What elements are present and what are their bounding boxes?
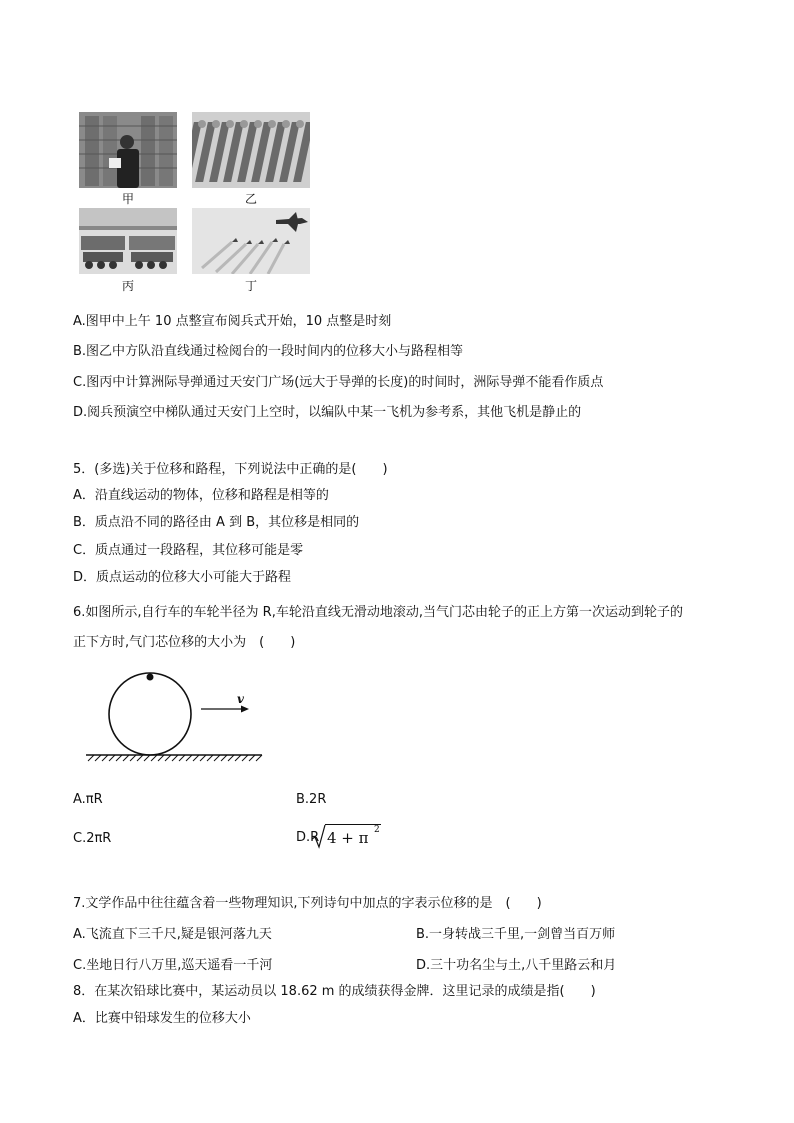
photo-bing-illustration	[79, 208, 177, 274]
q8-stem: 8．在某次铅球比赛中，某运动员以 18.62 m 的成绩获得金牌．这里记录的成绩是指( )	[73, 984, 596, 999]
q5-option-d: D．质点运动的位移大小可能大于路程	[73, 570, 292, 585]
ground-hatching	[88, 755, 262, 761]
caption-jia: 甲	[121, 192, 134, 206]
valve-core-dot	[147, 674, 154, 681]
radical-sign	[312, 824, 326, 850]
q6-option-d-radicand: 4 + π	[327, 829, 369, 847]
wheel-diagram-svg	[84, 668, 264, 768]
photo-ding	[192, 208, 310, 274]
photo-jia-illustration	[79, 112, 177, 188]
q6-option-d-prefix: D.R	[296, 830, 320, 845]
photo-jia	[79, 112, 177, 188]
q7-option-b: B.一身转战三千里,一剑曾当百万师	[416, 927, 616, 942]
q4-option-d: D.阅兵预演空中梯队通过天安门上空时，以编队中某一飞机为参考系，其他飞机是静止的	[73, 405, 582, 420]
photo-yi-illustration	[192, 112, 310, 188]
q6-option-a: A.πR	[73, 792, 103, 807]
q5-stem: 5．(多选)关于位移和路程，下列说法中正确的是( )	[73, 462, 388, 477]
q6-option-d-exponent: 2	[374, 825, 380, 835]
q7-option-a: A.飞流直下三千尺,疑是银河落九天	[73, 927, 272, 942]
wheel-diagram	[84, 668, 264, 768]
radical-vinculum	[325, 824, 381, 825]
caption-yi: 乙	[244, 192, 257, 206]
q6-option-c: C.2πR	[73, 831, 112, 846]
q4-option-a: A.图甲中上午 10 点整宣布阅兵式开始，10 点整是时刻	[73, 314, 392, 329]
photo-ding-illustration	[192, 208, 310, 274]
q4-option-b: B.图乙中方队沿直线通过检阅台的一段时间内的位移大小与路程相等	[73, 344, 464, 359]
caption-bing: 丙	[121, 279, 134, 293]
q6-stem-line2: 正下方时,气门芯位移的大小为 ( )	[73, 635, 296, 650]
q5-option-c: C．质点通过一段路程，其位移可能是零	[73, 543, 304, 558]
velocity-arrowhead	[241, 706, 249, 713]
q5-option-b: B．质点沿不同的路径由 A 到 B，其位移是相同的	[73, 515, 360, 530]
wheel-circle	[109, 673, 191, 755]
q8-option-a: A．比赛中铅球发生的位移大小	[73, 1011, 251, 1026]
caption-ding: 丁	[244, 279, 257, 293]
photo-bing	[79, 208, 177, 274]
velocity-label: v	[237, 692, 244, 706]
q4-option-c: C.图丙中计算洲际导弹通过天安门广场(远大于导弹的长度)的时间时，洲际导弹不能看作质点	[73, 375, 604, 390]
q7-stem: 7.文学作品中往往蕴含着一些物理知识,下列诗句中加点的字表示位移的是 ( )	[73, 896, 542, 911]
q5-option-a: A．沿直线运动的物体，位移和路程是相等的	[73, 488, 329, 503]
q7-option-d: D.三十功名尘与土,八千里路云和月	[416, 958, 617, 973]
q6-option-b: B.2R	[296, 792, 327, 807]
q6-stem-line1: 6.如图所示,自行车的车轮半径为 R,车轮沿直线无滑动地滚动,当气门芯由轮子的正上方第一次运动到轮子的	[73, 605, 683, 620]
photo-yi	[192, 112, 310, 188]
q7-option-c: C.坐地日行八万里,巡天遥看一千河	[73, 958, 273, 973]
